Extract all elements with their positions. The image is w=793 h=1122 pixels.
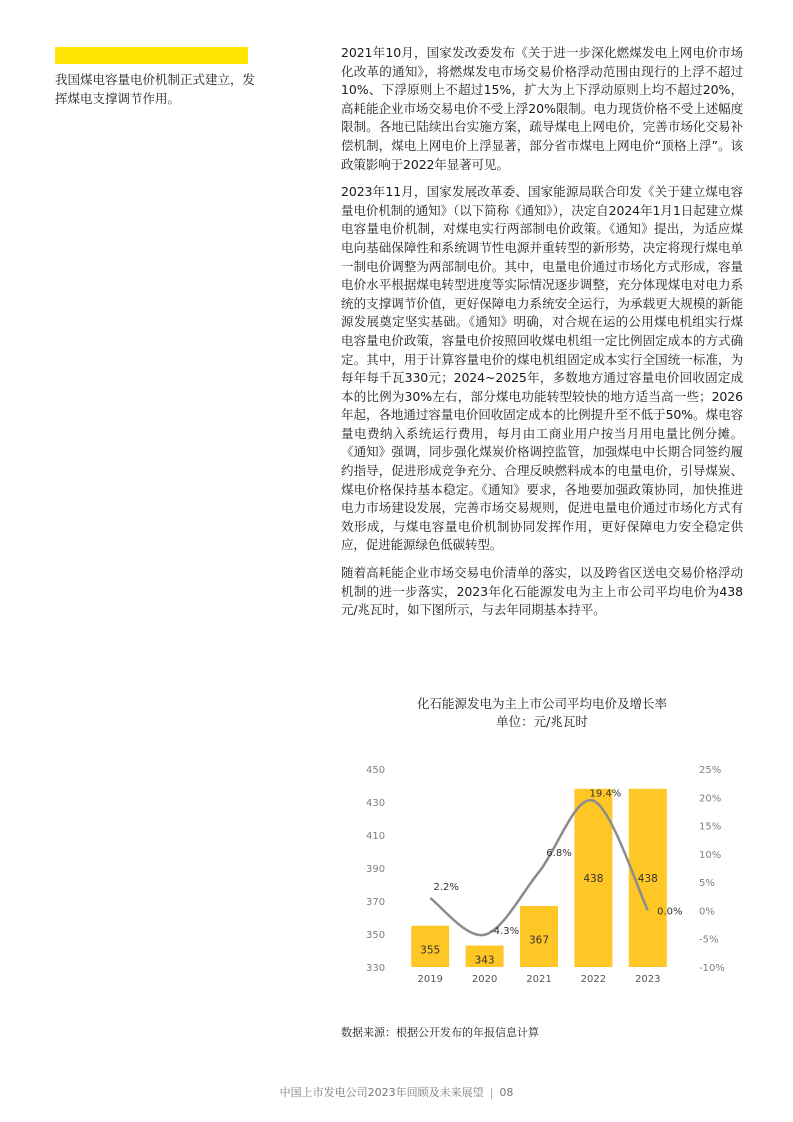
footer-title: 中国上市发电公司2023年回顾及未来展望 <box>279 1086 484 1099</box>
bar-value-label: 367 <box>528 934 550 947</box>
chart-title: 化石能源发电为主上市公司平均电价及增长率 <box>416 696 667 711</box>
bar-value-label: 355 <box>420 944 441 957</box>
y-left-tick-label: 390 <box>366 864 386 875</box>
bar-value-label: 438 <box>583 872 604 885</box>
y-left-tick-label: 330 <box>366 963 386 974</box>
footer-separator: | <box>489 1086 494 1099</box>
chart-subtitle: 单位：元/兆瓦时 <box>496 714 588 729</box>
y-left-tick-label: 450 <box>366 765 386 776</box>
x-tick-label: 2019 <box>417 974 443 985</box>
y-left-tick-label: 410 <box>366 831 386 842</box>
y-right-tick-label: 25% <box>699 765 722 776</box>
y-right-tick-label: 15% <box>699 821 722 833</box>
growth-rate-label: 2.2% <box>433 881 459 893</box>
paragraph-1: 2021年10月，国家发改委发布《关于进一步深化燃煤发电上网电价市场化改革的通知》，将燃煤发电市场交易价格浮动范围由现行的上浮不超过10%、下浮原则上不超过15%，扩大为上下浮动原则上均不超过20%，高耗能企业市场交易电价不受上浮20%限制。电力现货价格不受上述幅度限制。各地已陆续出台实施方案，疏导煤电上网电价，完善市场化交易补偿机制，煤电上网电价上浮显著，部分省市煤电上网电价“顶格上浮”。该政策影响于2022年显著可见。 <box>341 45 743 172</box>
y-right-tick-label: -10% <box>699 963 725 974</box>
growth-rate-label: 6.8% <box>546 847 572 859</box>
y-left-tick-label: 370 <box>366 897 386 908</box>
y-left-tick-label: 430 <box>366 798 386 809</box>
x-tick-label: 2023 <box>635 974 661 985</box>
x-tick-label: 2022 <box>580 974 607 985</box>
page-number: 08 <box>499 1086 514 1099</box>
body-column <box>341 44 743 629</box>
x-tick-label: 2020 <box>471 974 498 985</box>
accent-bar <box>55 47 248 64</box>
price-chart <box>341 695 743 995</box>
y-right-tick-label: -5% <box>699 934 719 946</box>
sidebar-callout: 我国煤电容量电价机制正式建立，发挥煤电支撑调节作用。 <box>55 72 256 106</box>
growth-rate-label: 19.4% <box>589 788 622 800</box>
y-left-tick-label: 350 <box>366 930 386 941</box>
growth-rate-label: -4.3% <box>490 925 520 937</box>
paragraph-2: 2023年11月，国家发展改革委、国家能源局联合印发《关于建立煤电容量电价机制的通知》（以下简称《通知》），决定自2024年1月1日起建立煤电容量电价机制，对煤电实行两部制电价政策。《通知》提出，为适应煤电向基础保障性和系统调节性电源并重转型的新形势，决定将现行煤电单一制电价调整为两部制电价。其中，电量电价通过市场化方式形成，容量电价水平根据煤电转型进度等实际情况逐步调整，充分体现煤电对电力系统的支撑调节价值，更好保障电力系统安全运行，为承载更大规模的新能源发展奠定坚实基础。《通知》明确，对合规在运的公用煤电机组实行煤电容量电价政策，容量电价按照回收煤电机组一定比例固定成本的方式确定。其中，用于计算容量电价的煤电机组固定成本实行全国统一标准，为每年每千瓦330元；2024~2025年，多数地方通过容量电价回收固定成本的比例为30%左右，部分煤电功能转型较快的地方适当高一些；2026年起，各地通过容量电价回收固定成本的比例提升至不低于50%。煤电容量电费纳入系统运行费用，每月由工商业用户按当月用电量比例分摊。《通知》强调，同步强化煤炭价格调控监管，加强煤电中长期合同签约履约指导，促进形成竞争充分、合理反映燃料成本的电量电价，引导煤炭、煤电价格保持基本稳定。《通知》要求，各地要加强政策协同，加快推进电力市场建设发展，完善市场交易规则，促进电量电价通过市场化方式有效形成，与煤电容量电价机制协同发挥作用，更好保障电力安全稳定供应，促进能源绿色低碳转型。 <box>341 184 743 553</box>
bar-value-label: 438 <box>637 872 658 885</box>
chart-plot <box>341 695 743 995</box>
y-right-tick-label: 20% <box>699 793 722 805</box>
y-right-tick-label: 5% <box>699 878 715 890</box>
x-tick-label: 2021 <box>526 974 552 985</box>
page-footer <box>0 1084 793 1100</box>
data-source-note: 数据来源：根据公开发布的年报信息计算 <box>341 1026 539 1039</box>
paragraph-3: 随着高耗能企业市场交易电价清单的落实，以及跨省区送电交易价格浮动机制的进一步落实，2023年化石能源发电为主上市公司平均电价为438元/兆瓦时，如下图所示，与去年同期基本持平。 <box>341 565 743 618</box>
y-right-tick-label: 10% <box>699 849 722 861</box>
growth-rate-label: 0.0% <box>657 906 683 918</box>
bar-value-label: 343 <box>474 954 495 967</box>
y-right-tick-label: 0% <box>699 906 715 918</box>
